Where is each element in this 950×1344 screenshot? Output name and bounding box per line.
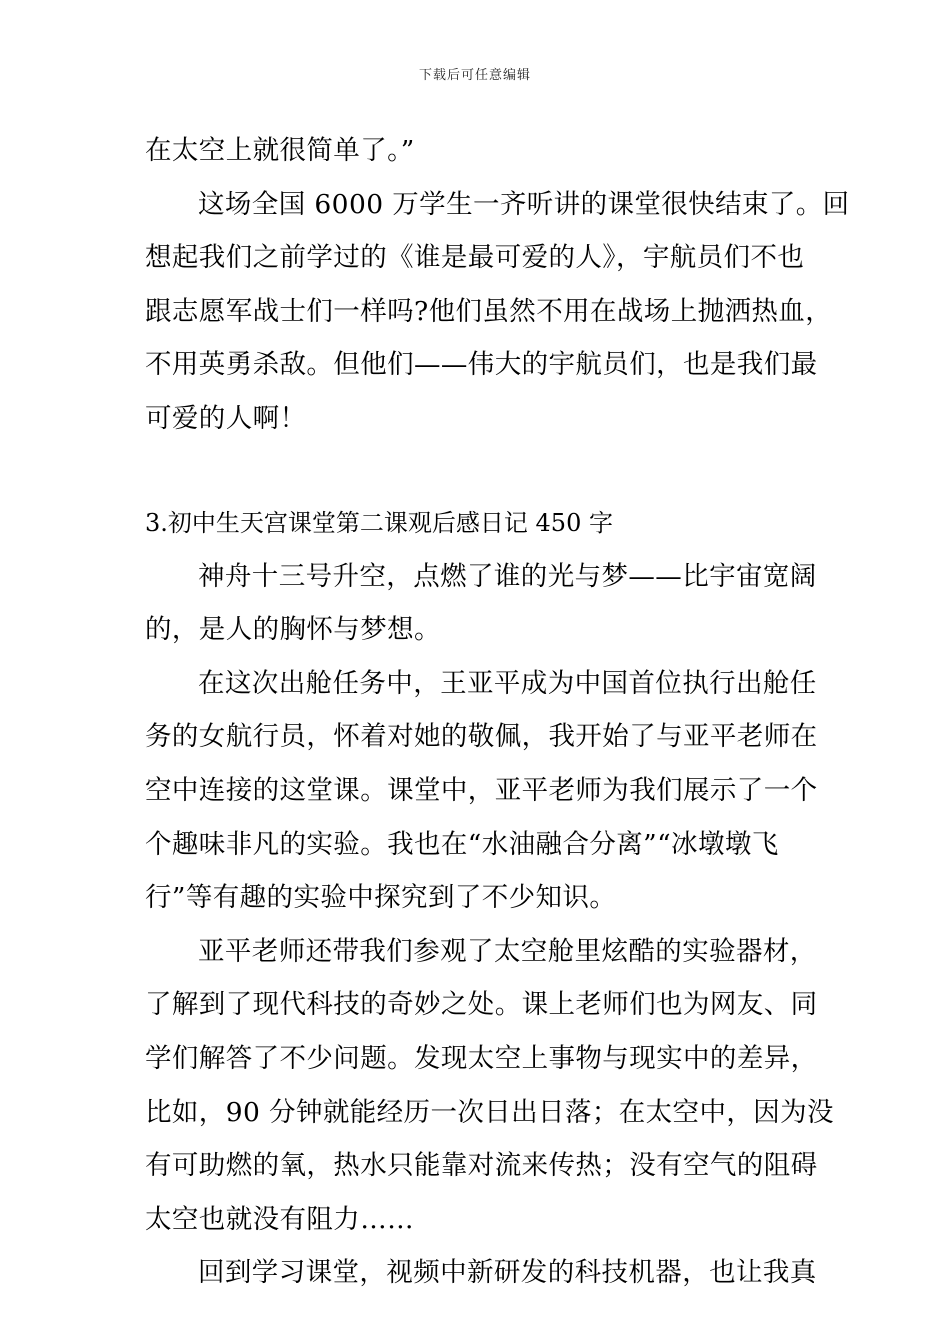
paragraph-line: 有可助燃的氧，热水只能靠对流来传热；没有空气的阻碍 xyxy=(145,1150,818,1182)
paragraph-line: 学们解答了不少问题。发现太空上事物与现实中的差异， xyxy=(145,1042,818,1074)
section-heading: 3.初中生天宫课堂第二课观后感日记 450 字 xyxy=(145,508,613,537)
paragraph-line: 亚平老师还带我们参观了太空舱里炫酷的实验器材， xyxy=(198,935,817,967)
paragraph-line: 比如，90 分钟就能经历一次日出日落；在太空中，因为没 xyxy=(145,1096,834,1128)
paragraph-line: 空中连接的这堂课。课堂中，亚平老师为我们展示了一个 xyxy=(145,774,818,806)
page-header: 下载后可任意编辑 xyxy=(418,68,531,83)
paragraph-line: 不用英勇杀敌。但他们——伟大的宇航员们，也是我们最 xyxy=(145,349,818,381)
paragraph-line: 在这次出舱任务中，王亚平成为中国首位执行出舱任 xyxy=(198,667,817,699)
paragraph-line: 太空也就没有阻力…… xyxy=(145,1203,414,1235)
section-gap xyxy=(145,446,810,496)
paragraph-line: 这场全国 6000 万学生一齐听讲的课堂很快结束了。回 xyxy=(198,188,850,220)
paragraph-line: 在太空上就很简单了。” xyxy=(145,135,415,166)
paragraph-line: 务的女航行员，怀着对她的敬佩，我开始了与亚平老师在 xyxy=(145,721,818,753)
paragraph-line: 个趣味非凡的实验。我也在“水油融合分离”“冰墩墩飞 xyxy=(145,828,779,860)
paragraph-line: 行”等有趣的实验中探究到了不少知识。 xyxy=(145,882,617,914)
paragraph-line: 可爱的人啊！ xyxy=(145,402,307,434)
paragraph-line: 神舟十三号升空，点燃了谁的光与梦——比宇宙宽阔 xyxy=(198,560,817,592)
paragraph-line: 回到学习课堂，视频中新研发的科技机器，也让我真 xyxy=(198,1257,817,1289)
paragraph-line: 了解到了现代科技的奇妙之处。课上老师们也为网友、同 xyxy=(145,989,818,1021)
document-body xyxy=(145,124,850,1300)
paragraph-line: 想起我们之前学过的《谁是最可爱的人》，宇航员们不也 xyxy=(145,242,805,274)
paragraph-line: 跟志愿军战士们一样吗?他们虽然不用在战场上抛洒热血， xyxy=(145,295,833,327)
paragraph-line: 的，是人的胸怀与梦想。 xyxy=(145,614,441,646)
